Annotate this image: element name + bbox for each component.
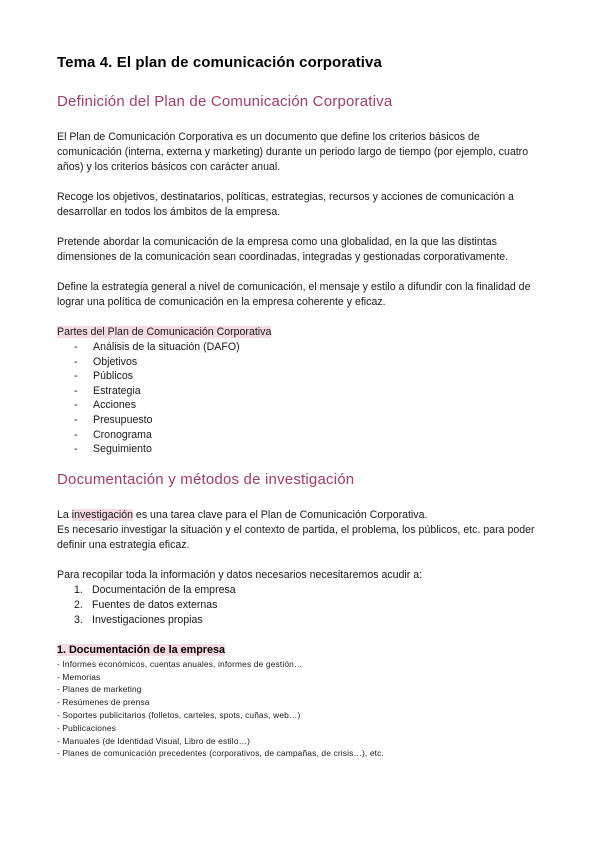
company-docs-list bbox=[57, 658, 547, 760]
paragraph-collect: Para recopilar toda la información y datos necesarios necesitaremos acudir a: bbox=[57, 568, 423, 581]
list-item: - Planes de marketing bbox=[57, 684, 142, 695]
list-item: - Memorias bbox=[57, 671, 101, 682]
list-item: 1. Documentación de la empresa bbox=[74, 583, 236, 596]
list-item: - Soportes publicitarios (folletos, carteles, spots, cuñas, web…) bbox=[57, 709, 301, 720]
list-item: - Análisis de la situación (DAFO) bbox=[57, 340, 547, 355]
list-item: - Acciones bbox=[57, 398, 547, 413]
list-item: - Planes de comunicación precedentes (corporativos, de campañas, de crisis…), etc. bbox=[57, 748, 384, 759]
list-item: - Publicaciones bbox=[57, 722, 117, 733]
document-body bbox=[57, 54, 547, 760]
section-heading-documentacion: Documentación y métodos de investigación bbox=[57, 470, 355, 488]
section-heading-definicion: Definición del Plan de Comunicación Corporativa bbox=[57, 93, 393, 110]
list-item: - Objetivos bbox=[57, 355, 547, 370]
list-item: 2. Fuentes de datos externas bbox=[74, 598, 218, 611]
page-title: Tema 4. El plan de comunicación corporativa bbox=[57, 54, 382, 71]
list-item: - Informes económicos, cuentas anuales, informes de gestión… bbox=[57, 658, 303, 669]
list-item: 3. Investigaciones propias bbox=[74, 613, 203, 626]
sources-list bbox=[57, 583, 547, 628]
parts-heading bbox=[57, 325, 547, 340]
paragraph-strategy: Define la estrategia general a nivel de comunicación, el mensaje y estilo a difundir con la finalidad de lograr una política de comunicación en la empresa coherente y eficaz. bbox=[57, 281, 531, 308]
list-item: - Presupuesto bbox=[57, 413, 547, 428]
paragraph-objectives: Recoge los objetivos, destinatarios, políticas, estrategias, recursos y acciones de comunicación a desarrollar en todos los ámbitos de la empresa. bbox=[57, 191, 514, 218]
parts-list bbox=[57, 340, 547, 457]
subsection-heading bbox=[57, 644, 547, 656]
intro-suffix: es una tarea clave para el Plan de Comunicación Corporativa. bbox=[132, 508, 428, 521]
list-item: - Seguimiento bbox=[57, 442, 547, 457]
list-item: - Cronograma bbox=[57, 428, 547, 443]
paragraph-investigation-detail: Es necesario investigar la situación y el contexto de partida, el problema, los públicos, etc. para poder definir una estrategia eficaz. bbox=[57, 523, 535, 551]
list-item: - Resúmenes de prensa bbox=[57, 697, 150, 708]
list-item: - Manuales (de Identidad Visual, Libro de estilo…) bbox=[57, 735, 251, 746]
intro-prefix: La bbox=[57, 508, 72, 521]
subsection-heading-text: 1. Documentación de la empresa bbox=[57, 643, 226, 656]
investigation-highlight: investigación bbox=[71, 508, 133, 521]
parts-heading-text: Partes del Plan de Comunicación Corporativa bbox=[57, 326, 272, 338]
paragraph-definition: El Plan de Comunicación Corporativa es un documento que define los criterios básicos de comunicación (interna, externa y marketing) durante un periodo largo de tiempo (por ejemplo, cuatro años) y los criterios básicos con carácter anual. bbox=[57, 131, 529, 173]
paragraph-investigation bbox=[57, 508, 547, 523]
paragraph-globality: Pretende abordar la comunicación de la empresa como una globalidad, en la que las distintas dimensiones de la comunicación sean coordinadas, integradas y gestionadas corporativamente. bbox=[57, 236, 509, 263]
list-item: - Públicos bbox=[57, 369, 547, 384]
list-item: - Estrategia bbox=[57, 384, 547, 399]
